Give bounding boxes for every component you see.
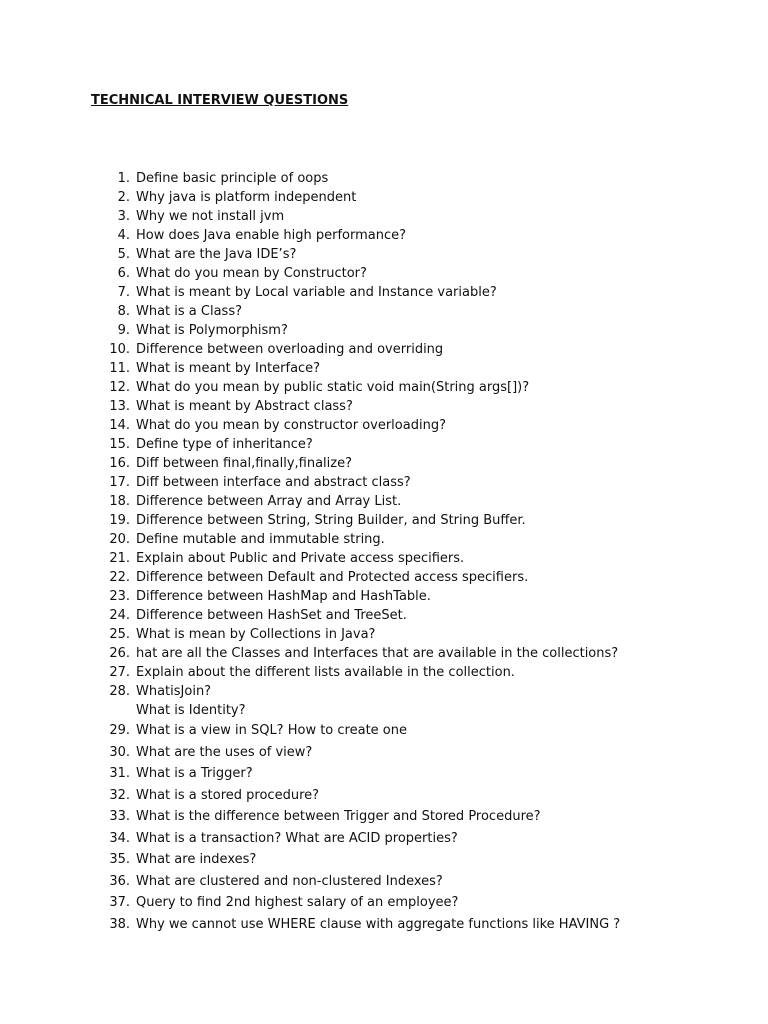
item-text: What is Polymorphism?	[136, 323, 288, 338]
list-item	[0, 359, 768, 378]
item-number: 21.	[109, 551, 130, 566]
item-text: What are the uses of view?	[136, 744, 313, 760]
item-number: 24.	[109, 608, 130, 623]
item-text: What do you mean by Constructor?	[136, 266, 367, 281]
list-item	[0, 283, 768, 302]
item-number: 37.	[109, 895, 130, 910]
item-number: 25.	[109, 627, 130, 642]
list-item	[0, 454, 768, 473]
item-text: What is meant by Local variable and Instance variable?	[136, 285, 497, 300]
item-number: 4.	[117, 228, 130, 243]
item-text: What are clustered and non-clustered Indexes?	[136, 873, 443, 889]
item-number: 34.	[109, 830, 130, 846]
item-number: 11.	[109, 361, 130, 376]
item-text: Diff between final,finally,finalize?	[136, 456, 352, 471]
list-item	[0, 397, 768, 416]
question-list	[0, 169, 768, 935]
item-text: What is a stored procedure?	[136, 787, 320, 803]
list-item	[0, 416, 768, 435]
item-text: WhatisJoin?	[136, 684, 212, 699]
item-text: What is Identity?	[136, 703, 246, 718]
list-item	[0, 742, 768, 764]
item-number: 26.	[109, 646, 130, 661]
list-item	[0, 682, 768, 701]
list-item	[0, 226, 768, 245]
item-number: 27.	[109, 665, 130, 680]
item-number: 12.	[109, 380, 130, 395]
list-item	[0, 435, 768, 454]
item-number: 5.	[117, 247, 130, 262]
item-text: Query to find 2nd highest salary of an employee?	[136, 895, 459, 910]
item-number: 3.	[117, 209, 130, 224]
item-number: 23.	[109, 589, 130, 604]
item-number: 16.	[109, 456, 130, 471]
item-text: What is meant by Interface?	[136, 361, 321, 376]
item-number: 20.	[109, 532, 130, 547]
list-item	[0, 169, 768, 188]
list-item	[0, 606, 768, 625]
item-text: Difference between HashMap and HashTable.	[136, 589, 431, 604]
item-text: Difference between String, String Builder, and String Buffer.	[136, 513, 526, 528]
item-text: What is a Class?	[136, 304, 243, 319]
item-number: 38.	[109, 916, 130, 932]
item-number: 6.	[117, 266, 130, 281]
item-number: 32.	[109, 787, 130, 803]
item-text: What is mean by Collections in Java?	[136, 627, 376, 642]
item-number: 30.	[109, 744, 130, 760]
item-text: Define mutable and immutable string.	[136, 532, 385, 547]
item-number: 15.	[109, 437, 130, 452]
item-text: Explain about the different lists available in the collection.	[136, 665, 515, 680]
list-item	[0, 549, 768, 568]
item-number: 9.	[117, 323, 130, 338]
item-text: What is meant by Abstract class?	[136, 399, 353, 414]
list-item	[0, 625, 768, 644]
item-text: Difference between HashSet and TreeSet.	[136, 608, 407, 623]
item-text: What are indexes?	[136, 852, 257, 867]
list-item	[0, 892, 768, 914]
list-item	[0, 302, 768, 321]
item-number: 22.	[109, 570, 130, 585]
item-text: What is a Trigger?	[136, 766, 253, 781]
list-item	[0, 245, 768, 264]
item-number: 1.	[117, 171, 130, 186]
item-text: Why we not install jvm	[136, 209, 285, 224]
item-text: Difference between Array and Array List.	[136, 494, 402, 509]
list-item	[0, 785, 768, 807]
list-item	[0, 871, 768, 893]
list-item	[0, 207, 768, 226]
list-item	[0, 644, 768, 663]
item-text: Why java is platform independent	[136, 190, 357, 205]
list-item	[0, 587, 768, 606]
item-text: Define basic principle of oops	[136, 171, 329, 186]
item-number: 19.	[109, 513, 130, 528]
item-number: 13.	[109, 399, 130, 414]
item-number: 36.	[109, 873, 130, 889]
item-text: Why we cannot use WHERE clause with aggregate functions like HAVING ?	[136, 916, 621, 932]
item-number: 28.	[109, 684, 130, 699]
item-number: 17.	[109, 475, 130, 490]
list-item	[0, 264, 768, 283]
item-text: hat are all the Classes and Interfaces that are available in the collections?	[136, 646, 619, 661]
list-item	[0, 530, 768, 549]
item-text: What is the difference between Trigger and Stored Procedure?	[136, 809, 541, 824]
item-number: 29.	[109, 723, 130, 738]
item-number: 33.	[109, 809, 130, 824]
list-item	[0, 914, 768, 936]
item-text: What do you mean by public static void main(String args[])?	[136, 380, 530, 395]
item-text: What do you mean by constructor overloading?	[136, 418, 446, 433]
item-text: What are the Java IDE’s?	[136, 247, 297, 262]
item-number: 7.	[117, 285, 130, 300]
list-item	[0, 188, 768, 207]
list-item	[0, 340, 768, 359]
item-text: Difference between Default and Protected access specifiers.	[136, 570, 529, 585]
item-number: 10.	[109, 342, 130, 357]
item-text: Explain about Public and Private access specifiers.	[136, 551, 465, 566]
item-text: Define type of inheritance?	[136, 437, 313, 452]
item-text: What is a transaction? What are ACID properties?	[136, 830, 458, 846]
list-item	[0, 806, 768, 828]
item-number: 8.	[117, 304, 130, 319]
list-item	[0, 492, 768, 511]
list-item	[0, 701, 768, 720]
list-item	[0, 720, 768, 742]
list-item	[0, 568, 768, 587]
list-item	[0, 663, 768, 682]
item-text: How does Java enable high performance?	[136, 228, 407, 243]
item-number: 35.	[109, 852, 130, 867]
item-text: Diff between interface and abstract class?	[136, 475, 411, 490]
list-item	[0, 321, 768, 340]
list-item	[0, 849, 768, 871]
item-number: 14.	[109, 418, 130, 433]
list-item	[0, 378, 768, 397]
list-item	[0, 763, 768, 785]
list-item	[0, 473, 768, 492]
item-number: 18.	[109, 494, 130, 509]
list-item	[0, 511, 768, 530]
page-title: TECHNICAL INTERVIEW QUESTIONS	[91, 93, 349, 108]
item-number: 31.	[109, 766, 130, 781]
item-text: Difference between overloading and overriding	[136, 342, 444, 357]
list-item	[0, 828, 768, 850]
item-text: What is a view in SQL? How to create one	[136, 723, 407, 738]
item-number: 2.	[117, 190, 130, 205]
